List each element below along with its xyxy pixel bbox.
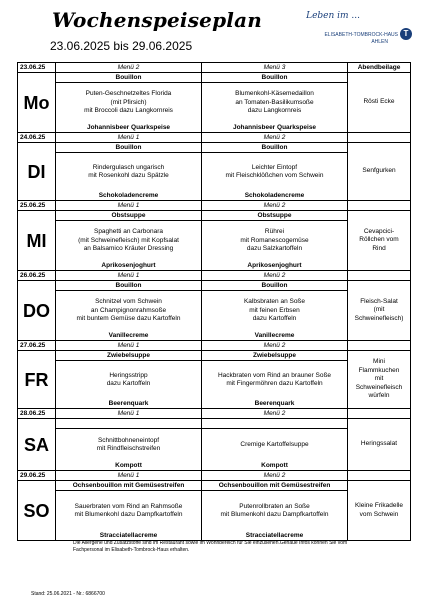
dessert: Stracciatellacreme [245,532,304,539]
menu-cell-b [202,481,348,541]
weekday-label: SA [18,419,56,471]
page-title: Wochenspeiseplan [52,8,262,32]
brand-logo [292,8,412,48]
main-dish-line: Hackbraten vom Rind an brauner Soße [217,371,332,379]
menu-label-b: Menü 2 [202,271,348,281]
evening-line: mit [374,375,384,383]
dessert: Schokoladencreme [98,192,159,199]
main-dish-line: mit Blumenkohl dazu Dampfkartoffeln [74,511,183,518]
evening-side [348,419,411,471]
main-dish-line: mit Rindfleischstreifen [96,445,161,452]
main-dish-line: mit Fingermöhren dazu Kartoffeln [226,380,323,387]
day-header-row [18,133,411,143]
weekday-label: DO [18,281,56,341]
date-range: 23.06.2025 bis 29.06.2025 [50,39,193,53]
main-dish-line: Putenrollbraten an Soße [239,502,310,510]
main-dish-line: Cremige Kartoffelsuppe [240,440,309,448]
evening-line: Fleisch-Salat [360,297,398,305]
allergen-note: Die Allergene und Zusatzstoffe sind im Restaurant sowie im Wohnbereich für Sie einzusehen.Genaue Infos können Sie vom Fachpersonal im Elisabeth-Tombrock-Haus erhalten. [73,540,348,553]
menu-cell-a [56,419,202,471]
menu-label-b: Menü 2 [202,133,348,143]
day-header-row [18,471,411,481]
main-dish-line: Kalbsbraten an Soße [243,298,306,306]
menu-label-b: Menü 3 [202,63,348,73]
main-dish-line: an Tomaten-Basilikumsoße [235,98,314,106]
evening-line: Kleine Frikadelle [354,502,404,510]
day-date: 29.06.25 [18,471,56,481]
soup: Obstsuppe [56,211,201,221]
menu-label-a: Menü 1 [56,201,202,211]
soup [56,419,201,429]
evening-side [348,211,411,271]
soup: Bouillon [202,73,347,83]
evening-line: Mini [373,358,385,366]
main-dish [56,361,201,399]
evening-line: Schweinefleisch [355,383,403,391]
dessert: Stracciatellacreme [99,532,158,539]
brand-city: AHLEN [371,39,388,45]
day-body-row [18,211,411,271]
soup [202,419,347,429]
main-dish [202,491,347,531]
day-body-row [18,143,411,201]
main-dish-line: (mit Pfirsich) [110,98,147,106]
main-dish-line: mit feinen Erbsen [249,306,300,314]
day-header-row [18,409,411,419]
dessert: Beerenquark [254,400,295,407]
main-dish [56,221,201,261]
day-body-row [18,419,411,471]
main-dish [202,361,347,399]
dessert: Kompott [115,462,142,469]
evening-header-empty [348,471,411,481]
menu-cell-b [202,419,348,471]
evening-column-header: Abendbeilage [348,63,411,73]
evening-header-empty [348,341,411,351]
menu-label-b: Menü 2 [202,341,348,351]
day-date: 27.06.25 [18,341,56,351]
main-dish [202,429,347,461]
evening-side [348,73,411,133]
brand-slogan: Leben im ... [306,11,360,21]
menu-cell-b [202,73,348,133]
main-dish [202,153,347,191]
soup: Obstsuppe [202,211,347,221]
main-dish-line: Spaghetti an Carbonara [93,228,164,236]
menu-label-a: Menü 1 [56,271,202,281]
day-date: 23.06.25 [18,63,56,73]
menu-label-b: Menü 2 [202,471,348,481]
soup: Ochsenbouillon mit Gemüsestreifen [56,481,201,491]
menu-label-a: Menü 2 [56,63,202,73]
day-date: 24.06.25 [18,133,56,143]
evening-line: Rind [372,244,386,252]
evening-line: (mit [373,306,385,314]
menu-cell-a [56,481,202,541]
weekday-label: Mo [18,73,56,133]
house-logo-icon: T [400,28,412,40]
day-body-row [18,73,411,133]
main-dish-line: mit Rosenkohl dazu Spätzle [88,172,169,179]
main-dish-line: dazu Salzkartoffeln [246,245,303,253]
day-date: 26.06.25 [18,271,56,281]
main-dish-line: dazu Kartoffeln [252,315,297,323]
weekday-label: SO [18,481,56,541]
day-body-row [18,281,411,341]
menu-label-b: Menü 2 [202,201,348,211]
dessert: Beerenquark [108,400,149,407]
dessert: Vanillecreme [108,332,149,339]
day-header-row [18,201,411,211]
menu-cell-a [56,143,202,201]
main-dish-line: mit buntem Gemüse dazu Kartoffeln [76,315,181,323]
evening-header-empty [348,201,411,211]
menu-cell-a [56,351,202,409]
menu-cell-a [56,211,202,271]
weekday-label: MI [18,211,56,271]
dessert: Johannisbeer Quarkspeise [86,124,171,131]
weekday-label: FR [18,351,56,409]
main-dish [202,221,347,261]
evening-side [348,143,411,201]
day-header-row [18,271,411,281]
evening-line: würfeln [368,392,390,400]
soup: Bouillon [202,281,347,291]
menu-label-b: Menü 2 [202,409,348,419]
dessert: Aprikosenjoghurt [247,262,302,269]
day-header-row [18,63,411,73]
menu-cell-a [56,73,202,133]
day-body-row [18,481,411,541]
day-body-row [18,351,411,409]
main-dish-line: mit Romanescogemüse [240,236,309,244]
main-dish-line: Heringsstripp [109,371,148,379]
weekday-label: DI [18,143,56,201]
main-dish-line: Schnitzel vom Schwein [95,298,162,306]
dessert: Johannisbeer Quarkspeise [232,124,317,131]
soup: Bouillon [56,73,201,83]
main-dish-line: an Champignonrahmsoße [90,306,167,314]
evening-header-empty [348,271,411,281]
menu-cell-b [202,281,348,341]
evening-line: Rösti Ecke [363,98,395,106]
evening-line: Heringssalat [360,440,398,448]
dessert: Kompott [261,462,288,469]
main-dish-line: Blumenkohl-Käsemedaillon [235,90,314,98]
main-dish-line: Leichter Eintopf [251,163,298,171]
evening-line: vom Schwein [359,510,399,518]
main-dish [56,491,201,531]
main-dish-line: an Balsamico Kräuter Dressing [83,245,174,253]
main-dish-line: dazu Kartoffeln [106,380,151,387]
main-dish-line: mit Broccoli dazu Langkornreis [84,107,173,115]
evening-side [348,481,411,541]
dessert: Aprikosenjoghurt [101,262,156,269]
main-dish [56,83,201,123]
menu-cell-a [56,281,202,341]
dessert: Schokoladencreme [244,192,305,199]
day-header-row [18,341,411,351]
evening-header-empty [348,133,411,143]
soup: Bouillon [56,281,201,291]
evening-header-empty [348,409,411,419]
main-dish-line: (mit Schweinefleisch) mit Kopfsalat [78,236,179,244]
day-date: 28.06.25 [18,409,56,419]
evening-line: Cevapcici- [363,227,395,235]
main-dish [202,83,347,123]
menu-label-a: Menü 1 [56,471,202,481]
soup: Zwiebelsuppe [202,351,347,361]
main-dish [56,291,201,331]
menu-cell-b [202,351,348,409]
soup: Zwiebelsuppe [56,351,201,361]
day-date: 25.06.25 [18,201,56,211]
evening-side [348,351,411,409]
main-dish-line: mit Fleischklößchen vom Schwein [225,172,324,179]
dessert: Vanillecreme [254,332,295,339]
evening-line: Schweinefleisch) [354,314,404,322]
menu-table [17,62,411,541]
evening-side [348,281,411,341]
main-dish-line: Sauerbraten vom Rind an Rahmsoße [74,502,183,510]
menu-label-a: Menü 1 [56,133,202,143]
main-dish-line: dazu Langkornreis [247,107,302,115]
evening-line: Flammkuchen [358,366,400,374]
main-dish-line: mit Blumenkohl dazu Dampfkartoffeln [220,511,329,518]
evening-line: Röllchen vom [359,236,399,244]
menu-label-a: Menü 1 [56,341,202,351]
soup: Ochsenbouillon mit Gemüsestreifen [202,481,347,491]
menu-cell-b [202,143,348,201]
soup: Bouillon [56,143,201,153]
main-dish [56,429,201,461]
menu-label-a: Menü 1 [56,409,202,419]
soup: Bouillon [202,143,347,153]
main-dish [202,291,347,331]
main-dish-line: Schnittbohneneintopf [97,436,160,444]
menu-cell-b [202,211,348,271]
main-dish [56,153,201,191]
document-stand: Stand: 25.06.2021 - Nr.: 6866700 [31,591,105,597]
main-dish-line: Puten-Geschnetzeltes Florida [85,90,172,98]
evening-line: Senfgurken [362,167,396,175]
brand-org: ELISABETH-TOMBROCK-HAUS [324,32,398,38]
main-dish-line: Rührei [264,228,285,236]
main-dish-line: Rindergulasch ungarisch [92,163,165,171]
